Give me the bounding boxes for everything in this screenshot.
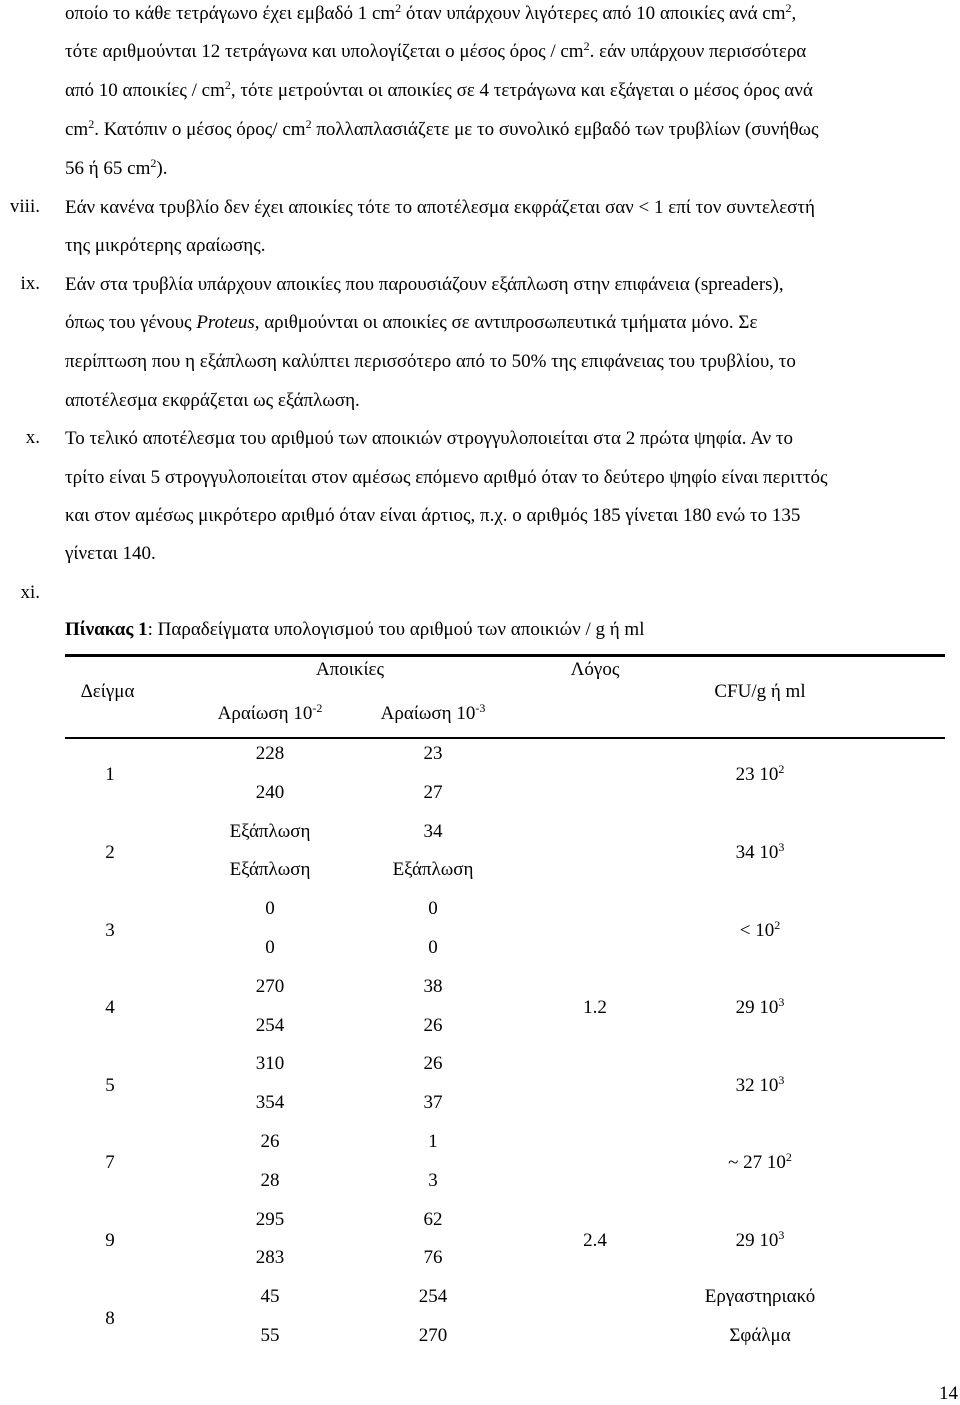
table-cell-dilution-2-b: Εξάπλωση [392,859,474,881]
table-row-sample: 7 [105,1152,115,1174]
table-row-sample: 2 [105,842,115,863]
table-cell-cfu: < $10^2$ [739,917,781,941]
table-caption-label: Πίνακας 1 [65,619,148,640]
table-cell-cfu: ~ 27 $10^2$ [728,1150,792,1174]
table-cell-cfu: 34 $10^3$ [735,840,785,863]
table-cell-dilution-2-a: 23 [423,743,443,764]
table-row-sample: 3 [105,919,115,941]
list-number-x: x. [25,427,40,448]
table-top-rule [65,654,945,657]
table-cell-dilution-2-b: 37 [423,1092,443,1114]
table-cell-dilution-1-b: 240 [255,781,285,803]
item-ix-line-2: όπως του γένους Proteus, αριθμούνται οι αποικίες σε αντιπροσωπευτικά τμήματα μόνο. Σε [65,312,758,333]
table-cell-cfu: 32 $10^3$ [735,1072,785,1096]
item-ix-line-1: Εάν στα τρυβλία υπάρχουν αποικίες που παρουσιάζουν εξάπλωση στην επιφάνεια (spreaders), [65,274,784,295]
table-cell-cfu: 29 $10^3$ [735,1228,785,1251]
table-cell-dilution-2-b: 27 [423,781,443,803]
item-x-line-3: και στον αμέσως μικρότερο αριθμό όταν είναι άρτιος, π.χ. ο αριθμός 185 γίνεται 180 ενώ το 135 [65,505,801,526]
continuation-line-4: $cm^2$. Κατόπιν ο μέσος όρος/ $cm^2$ πολλαπλασιάζετε με το συνολικό εμβαδό των τρυβλίων (συνήθως [65,117,819,140]
table-cell-dilution-1-b: 283 [255,1247,285,1269]
table-cell-dilution-1-a: 26 [260,1131,280,1152]
table-cell-dilution-2-b: 76 [423,1247,443,1269]
continuation-line-1: οποίο το κάθε τετράγωνο έχει εμβαδό 1 $cm^2$ όταν υπάρχουν λιγότερες από 10 αποικίες ανά $cm^2$, [65,1,797,24]
table-cell-dilution-1-b: 354 [255,1092,285,1114]
item-x-line-1: Το τελικό αποτέλεσμα του αριθμού των αποικιών στρογγυλοποιείται στα 2 πρώτα ψηφία. Αν το [65,428,793,449]
table-cell-dilution-2-a: 38 [423,975,443,997]
continuation-line-5: 56 ή 65 $cm^2$). [65,156,168,179]
table-row-sample: 4 [105,997,115,1019]
table-caption [65,619,645,641]
item-viii-line-1: Εάν κανένα τρυβλίο δεν έχει αποικίες τότε το αποτέλεσμα εκφράζεται σαν < 1 επί τον συντελεστή [65,197,815,218]
table-row-sample: 8 [105,1307,115,1329]
table-cell-dilution-1-a: 45 [260,1286,280,1308]
table-row-sample: 5 [105,1074,115,1096]
list-number-xi: xi. [20,582,40,603]
table-cell-cfu-line-2: Σφάλμα [729,1325,791,1346]
table-cell-dilution-2-b: 3 [428,1169,438,1191]
table-cell-dilution-1-b: 254 [255,1014,285,1036]
header-dilution-1: Αραίωση $10^{-2}$ [217,701,323,724]
table-cell-dilution-2-a: 254 [418,1286,448,1308]
item-x-line-2: τρίτο είναι 5 στρογγυλοποιείται στον αμέσως επόμενο αριθμό όταν το δεύτερο ψηφίο είναι περιττός [65,467,828,488]
header-sample: Δείγμα [80,681,135,702]
item-viii-line-2: της μικρότερης αραίωσης. [65,235,266,256]
item-ix-line-4: αποτέλεσμα εκφράζεται ως εξάπλωση. [65,390,360,411]
table-cell-ratio: 2.4 [583,1230,607,1251]
table-cell-dilution-2-b: 270 [418,1325,448,1346]
header-ratio: Λόγος [570,659,620,680]
table-cell-dilution-2-a: 62 [423,1208,443,1230]
table-cell-dilution-1-a: 228 [255,743,285,764]
table-caption-text: : Παραδείγματα υπολογισμού του αριθμού των αποικιών / g ή ml [147,619,645,640]
page-number: 14 [939,1383,958,1404]
header-colonies: Αποικίες [315,659,385,680]
table-cell-dilution-1-b: Εξάπλωση [229,859,311,881]
genus-name: Proteus [196,312,255,333]
table-cell-dilution-1-a: 295 [255,1208,285,1230]
list-number-ix: ix. [20,273,40,294]
continuation-line-3: από 10 αποικίες / $cm^2$, τότε μετρούνται οι αποικίες σε 4 τετράγωνα και εξάγεται ο μέσος όρος ανά [65,78,813,101]
table-cell-dilution-1-a: 0 [265,898,275,920]
table-cell-cfu-line-1: Εργαστηριακό [704,1286,816,1308]
item-ix-line-3: περίπτωση που η εξάπλωση καλύπτει περισσότερο από το 50% της επιφάνειας του τρυβλίου, το [65,351,796,372]
table-cell-dilution-1-a: 310 [255,1053,285,1075]
table-cell-cfu: 23 $10^2$ [735,762,785,786]
table-cell-dilution-2-a: 34 [423,820,443,842]
table-cell-dilution-1-b: 0 [265,937,275,958]
header-dilution-2: Αραίωση $10^{-3}$ [380,701,486,724]
table-row-sample: 9 [105,1230,115,1251]
table-row-sample: 1 [105,764,115,786]
list-number-viii: viii. [9,196,40,217]
table-cell-dilution-1-b: 28 [260,1169,280,1191]
table-cell-dilution-2-a: 26 [423,1053,443,1075]
table-cell-dilution-2-b: 26 [423,1014,443,1036]
table-cell-dilution-2-a: 0 [428,898,438,920]
table-cell-cfu: 29 $10^3$ [735,995,785,1019]
table-cell-dilution-1-b: 55 [260,1325,280,1346]
table-cell-ratio: 1.2 [583,997,607,1019]
header-cfu: CFU/g ή ml [714,681,806,702]
continuation-line-2: τότε αριθμούνται 12 τετράγωνα και υπολογίζεται ο μέσος όρος / $cm^2$. εάν υπάρχουν περισσότερα [65,39,807,62]
table-header-rule [65,737,945,739]
table-cell-dilution-1-a: 270 [255,975,285,997]
item-x-line-4: γίνεται 140. [65,543,156,564]
table-cell-dilution-2-b: 0 [428,937,438,958]
table-cell-dilution-2-a: 1 [428,1131,438,1152]
table-cell-dilution-1-a: Εξάπλωση [229,820,311,842]
